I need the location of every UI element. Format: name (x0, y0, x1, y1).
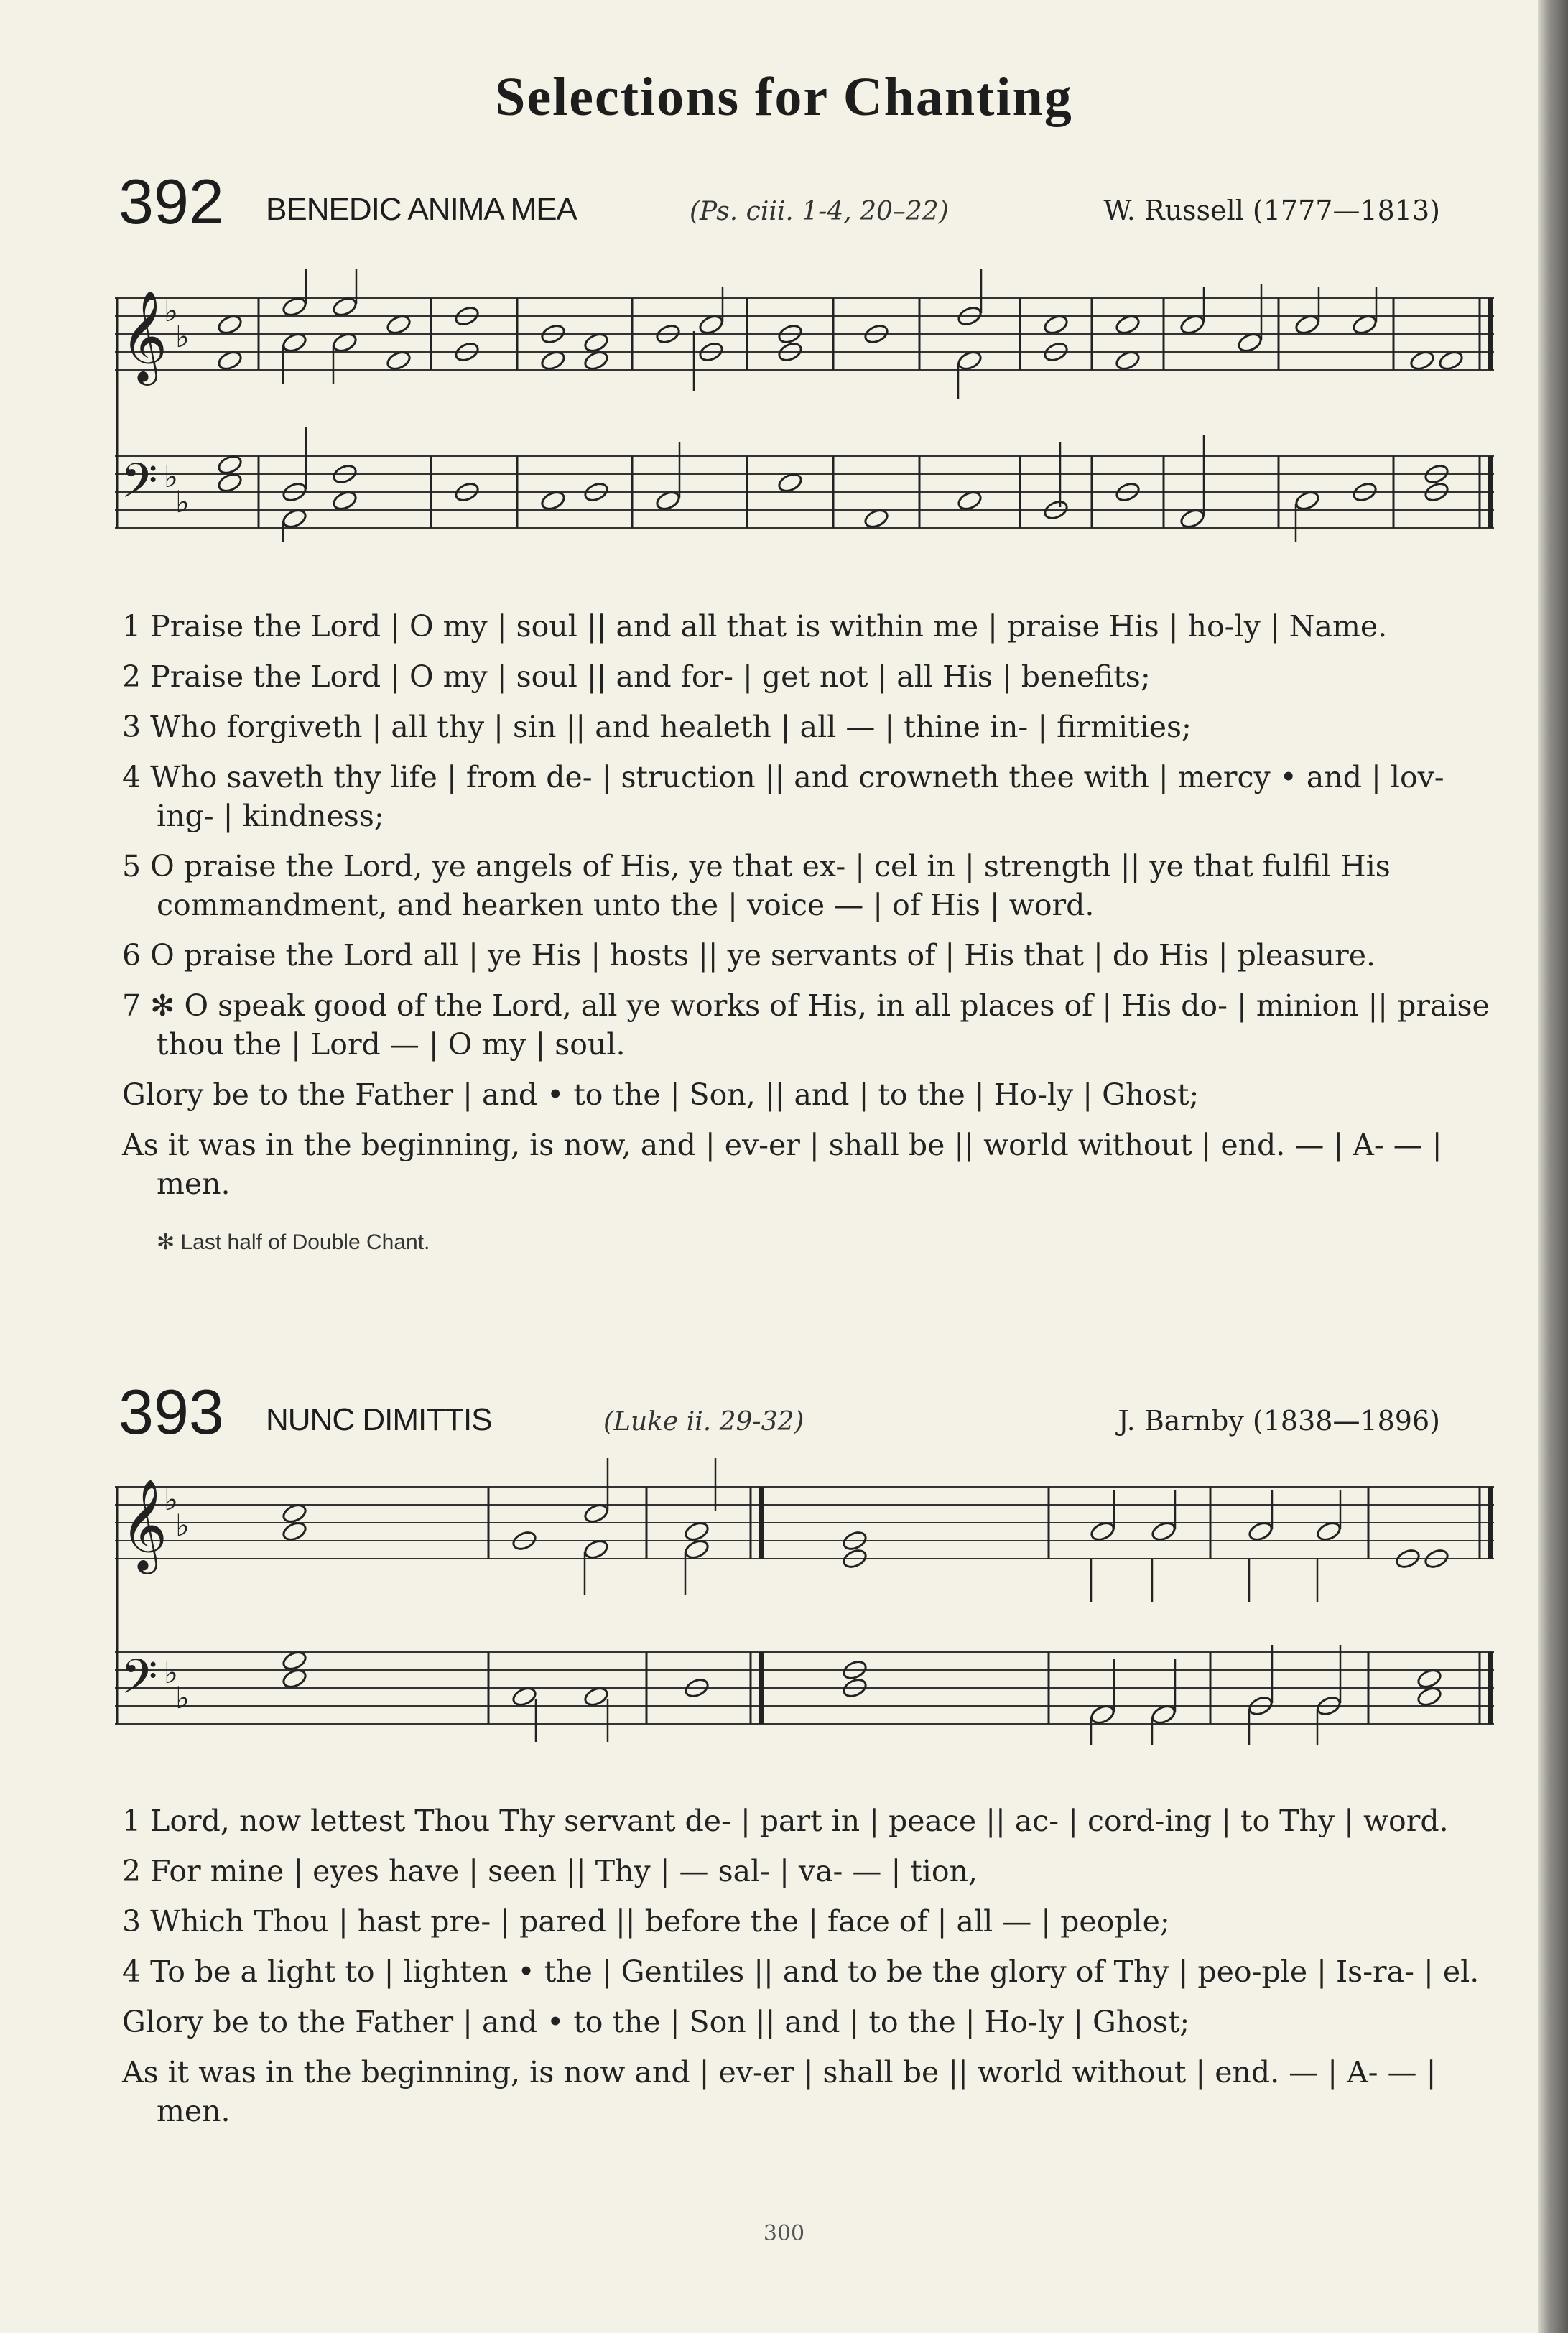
page-binding-edge (1538, 0, 1568, 2333)
doxology-verse: Glory be to the Father | and • to the | Son || and | to the | Ho-ly | Ghost; (122, 2005, 1190, 2039)
page-title: Selections for Chanting (495, 67, 1073, 127)
verse: 5 O praise the Lord, ye angels of His, ye that ex- | cel in | strength || ye that fulfil His commandment, and hearken unto the | voice — | of His | word. (122, 849, 1391, 922)
scripture-reference: (Luke ii. 29-32) (603, 1407, 804, 1437)
flat-icon: ♭ (175, 319, 190, 354)
treble-staff (115, 1487, 1494, 1559)
hymn-393-score (115, 1458, 1498, 1745)
flat-icon: ♭ (164, 459, 178, 494)
verse: 3 Which Thou | hast pre- | pared || before the | face of | all — | people; (122, 1904, 1170, 1939)
verse: 4 To be a light to | lighten • the | Gentiles || and to be the glory of Thy | peo-ple | Is-ra- | el. (122, 1954, 1480, 1989)
hymn-392-score (115, 255, 1498, 542)
treble-staff (115, 298, 1494, 370)
verse: 4 Who saveth thy life | from de- | struction || and crowneth thee with | mercy • and | lov-ing- | kindness; (122, 760, 1444, 833)
note-heads (216, 295, 1464, 530)
hymn-392-header (119, 162, 1440, 237)
doxology-verse: Glory be to the Father | and • to the | Son, || and | to the | Ho-ly | Ghost; (122, 1077, 1200, 1112)
flat-icon: ♭ (175, 484, 190, 519)
verse: 6 O praise the Lord all | ye His | hosts || ye servants of | His that | do His | pleasure. (122, 938, 1376, 973)
verse: 1 Praise the Lord | O my | soul || and all that is within me | praise His | ho-ly | Name. (122, 609, 1388, 644)
verse: 3 Who forgiveth | all thy | sin || and healeth | all — | thine in- | firmities; (122, 710, 1192, 744)
flat-icon: ♭ (175, 1508, 190, 1543)
note-stems (283, 269, 1376, 542)
treble-clef-icon: 𝄞 (121, 289, 168, 381)
chant-score (115, 1458, 1498, 1745)
bass-clef-icon: 𝄢 (121, 1649, 158, 1716)
doxology-verse: As it was in the beginning, is now, and | ev-er | shall be || world without | end. — | A- — | men. (122, 1128, 1442, 1201)
bar-lines (117, 298, 1490, 528)
flat-icon: ♭ (164, 293, 178, 328)
verse: 2 For mine | eyes have | seen || Thy | — sal- | va- — | tion, (122, 1854, 978, 1888)
hymn-393-header (119, 1372, 1440, 1447)
doxology-verse: As it was in the beginning, is now and | ev-er | shall be || world without | end. — | A- — | men. (122, 2055, 1437, 2128)
composer: W. Russell (1777—1813) (1103, 195, 1440, 226)
hymn-title: BENEDIC ANIMA MEA (266, 192, 577, 227)
hymn-number: 392 (119, 166, 224, 237)
composer: J. Barnby (1838—1896) (1118, 1405, 1440, 1437)
verse: 7 ✻ O speak good of the Lord, all ye works of His, in all places of | His do- | minion || praise thou the | Lord — | O my | soul. (122, 988, 1490, 1062)
bass-clef-icon: 𝄢 (121, 453, 158, 520)
flat-icon: ♭ (164, 1655, 178, 1690)
chant-score (115, 255, 1498, 542)
hymn-392-verses (122, 607, 1494, 1215)
flat-icon: ♭ (175, 1680, 190, 1715)
flat-icon: ♭ (164, 1482, 178, 1517)
bass-staff (115, 1652, 1494, 1724)
verse: 2 Praise the Lord | O my | soul || and for- | get not | all His | benefits; (122, 659, 1151, 694)
treble-clef-icon: 𝄞 (121, 1478, 168, 1570)
page-number: 300 (763, 2221, 805, 2246)
note-heads (281, 1502, 1449, 1726)
footnote-text: Last half of Double Chant. (180, 1230, 430, 1254)
hymn-393-verses (122, 1801, 1494, 2142)
footnote-marker-icon: ✻ (157, 1230, 175, 1254)
scripture-reference: (Ps. ciii. 1-4, 20–22) (690, 197, 949, 226)
bass-staff (115, 456, 1494, 528)
verse: 1 Lord, now lettest Thou Thy servant de- | part in | peace || ac- | cord-ing | to Thy | word. (122, 1804, 1449, 1838)
hymn-number: 393 (119, 1376, 224, 1447)
note-stems (536, 1458, 1340, 1745)
hymn-title: NUNC DIMITTIS (266, 1402, 492, 1437)
footnote (157, 1230, 430, 1255)
